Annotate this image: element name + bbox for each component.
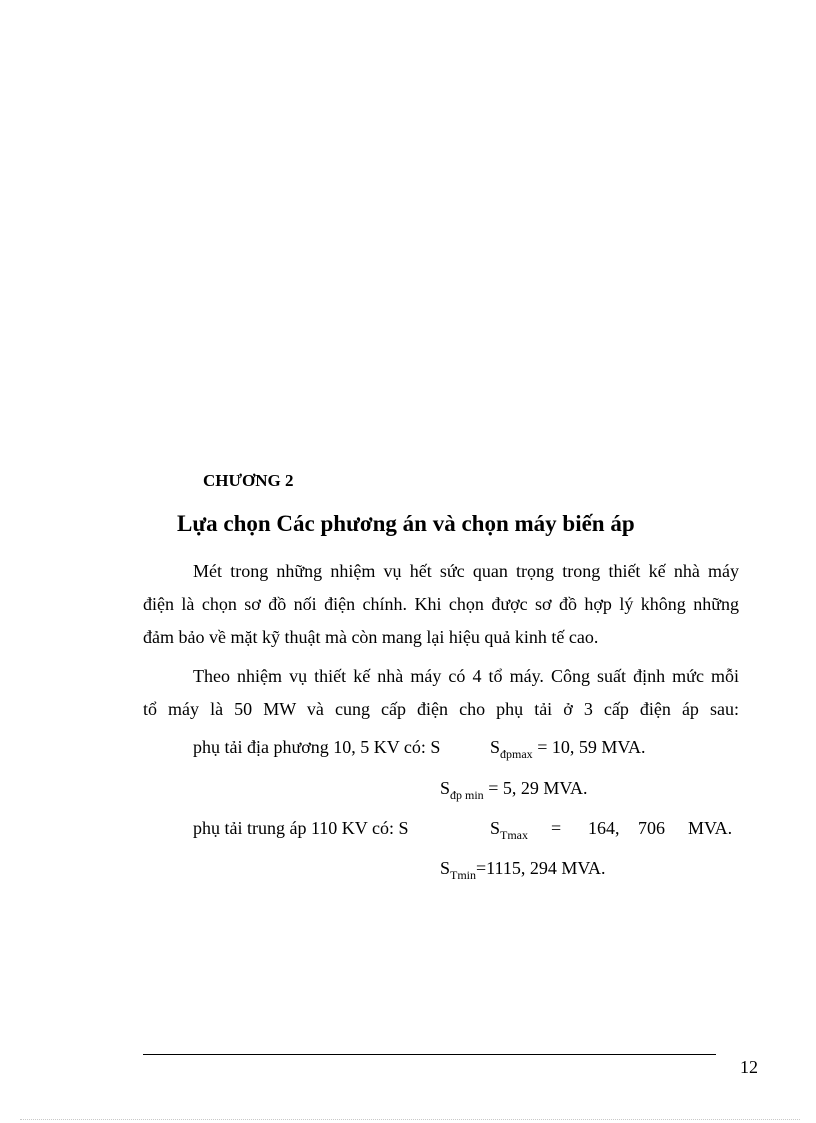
medium-max-subscript: Tmax bbox=[500, 828, 529, 842]
chapter-label: CHƯƠNG 2 bbox=[203, 471, 294, 490]
paragraph-2-line-2: tổ máy là 50 MW và cung cấp điện cho phụ tải ở 3 cấp điện áp sau: bbox=[143, 699, 739, 719]
medium-min-subscript: Tmin bbox=[450, 868, 477, 882]
medium-max-num2: 706 bbox=[638, 818, 665, 838]
paragraph-1-line-2: điện là chọn sơ đồ nối điện chính. Khi chọn được sơ đồ hợp lý không những bbox=[143, 594, 739, 614]
page-bottom-dotted-border bbox=[20, 1119, 800, 1120]
local-max-value: = 10, 59 MVA. bbox=[537, 737, 646, 757]
footer-rule bbox=[143, 1054, 716, 1055]
medium-max-symbol: S bbox=[490, 818, 501, 838]
local-min-value: = 5, 29 MVA. bbox=[488, 778, 588, 798]
medium-load-max bbox=[490, 812, 528, 845]
paragraph-1-line-3: đảm bảo về mặt kỹ thuật mà còn mang lại hiệu quả kinh tế cao. bbox=[143, 627, 599, 647]
local-min-symbol: S bbox=[440, 778, 451, 798]
local-load-label: phụ tải địa phương 10, 5 KV có: S bbox=[193, 737, 441, 757]
local-max-subscript: đpmax bbox=[500, 747, 533, 761]
medium-max-unit: MVA. bbox=[688, 818, 733, 838]
paragraph-1-line-1: Mét trong những nhiệm vụ hết sức quan trọng trong thiết kế nhà máy bbox=[193, 561, 739, 581]
medium-max-eq: = bbox=[551, 818, 562, 838]
chapter-title: Lựa chọn Các phương án và chọn máy biến áp bbox=[177, 511, 635, 536]
local-load-max bbox=[490, 731, 646, 764]
local-max-symbol: S bbox=[490, 737, 501, 757]
local-load-min bbox=[440, 772, 588, 805]
medium-load-min bbox=[440, 852, 606, 885]
page-number: 12 bbox=[740, 1057, 758, 1077]
paragraph-2-line-1: Theo nhiệm vụ thiết kế nhà máy có 4 tổ máy. Công suất định mức mỗi bbox=[193, 666, 739, 686]
medium-min-symbol: S bbox=[440, 858, 451, 878]
medium-load-label: phụ tải trung áp 110 KV có: S bbox=[193, 818, 409, 838]
medium-min-value: =1115, 294 MVA. bbox=[476, 858, 606, 878]
local-min-subscript: đp min bbox=[450, 788, 484, 802]
medium-max-num1: 164, bbox=[588, 818, 620, 838]
